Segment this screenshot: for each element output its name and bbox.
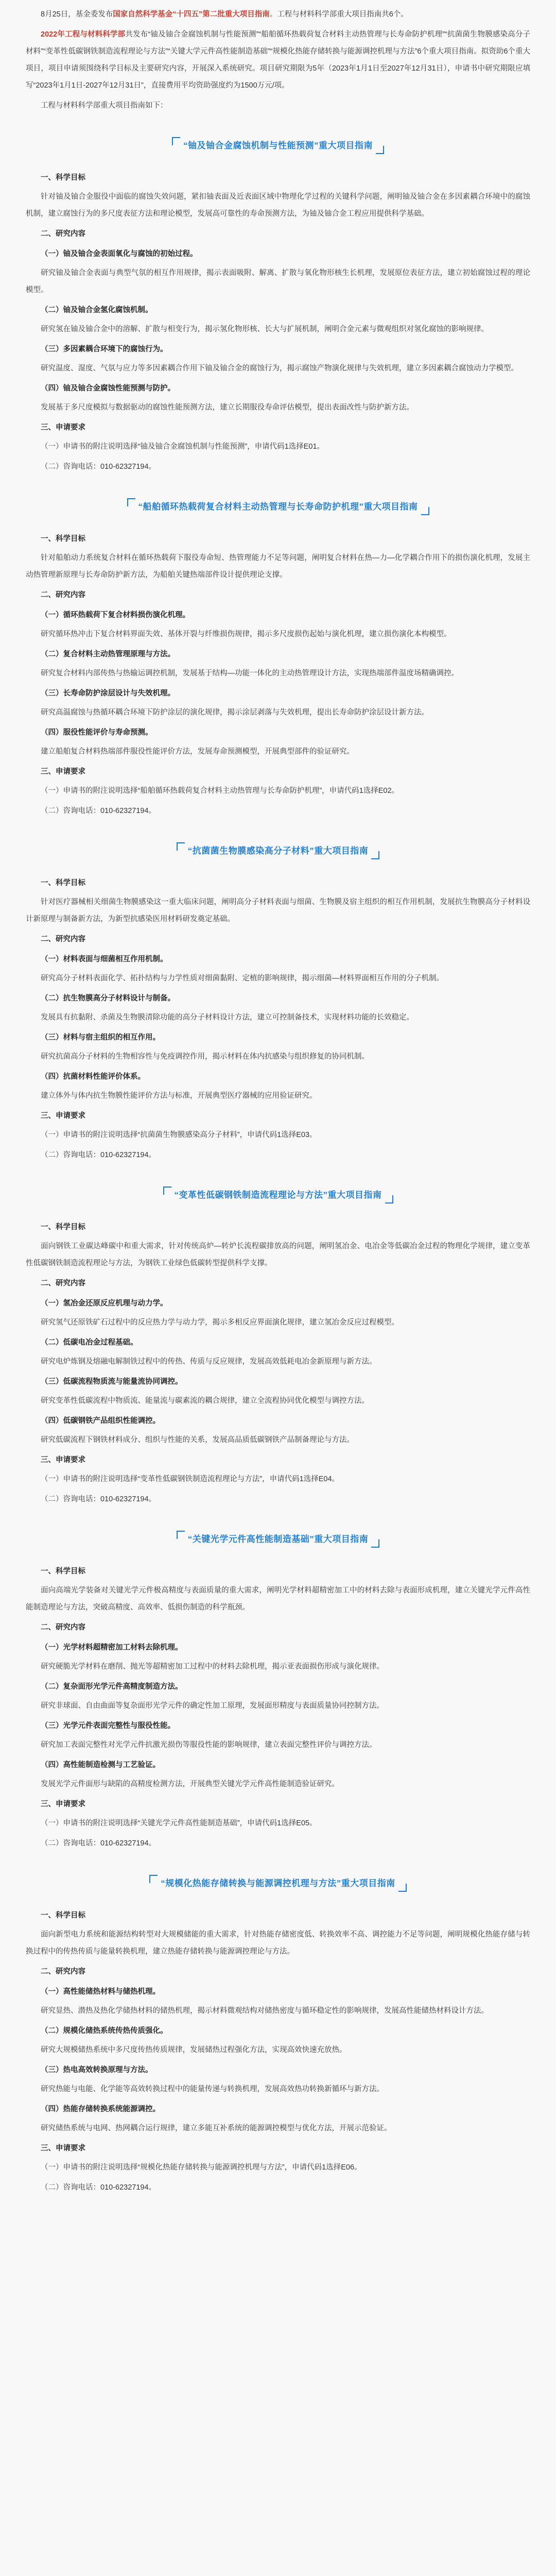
content-item-text: 研究氢气还原铁矿石过程中的反应热力学与动力学，揭示多相反应界面演化规律，建立氢冶金反应过程模型。 (41, 1318, 399, 1327)
requirement-item: （一）申请书的附注说明选择“船舶循环热载荷复合材料主动热管理与长寿命防护机理”，申请代码1选择E02。 (41, 787, 399, 795)
goal-text: 针对铀及铀合金服役中面临的腐蚀失效问题，紧扣铀表面及近表面区域中物理化学过程的关键科学问题，阐明铀及铀合金在多因素耦合环境中的腐蚀机制，建立腐蚀行为的多尺度表征方法和理论模型，发展高可靠性的寿命预测方法，为铀及铀合金工程应用提供科学基础。 (26, 193, 530, 218)
content-item-text: 研究低碳流程下钢铁材料成分、组织与性能的关系，发展高品质低碳钢铁产品制备理论与方法。 (41, 1436, 354, 1444)
bracket-right-icon (376, 146, 384, 154)
goal-heading: 一、科学目标 (41, 1223, 85, 1231)
content-item-text: 研究复合材料内部传热与热输运调控机制，发展基于结构—功能一体化的主动热管理设计方法，实现热端部件温度场精确调控。 (41, 669, 459, 677)
requirement-item: （二）咨询电话：010-62327194。 (41, 807, 157, 815)
requirements-heading: 三、申请要求 (41, 768, 85, 776)
guide-section (26, 137, 530, 476)
content-item-title: （二）复合材料主动热管理原理与方法。 (41, 650, 175, 658)
content-item-title: （二）复杂面形光学元件高精度制造方法。 (41, 1683, 183, 1691)
content-item-text: 研究高温腐蚀与热循环耦合环境下防护涂层的演化规律，揭示涂层剥落与失效机理，提出长寿命防护涂层设计新方法。 (41, 708, 429, 717)
content-item-title: （三）低碳流程物质流与能量流协同调控。 (41, 1378, 183, 1386)
requirements-list (26, 1127, 530, 1164)
requirements-list (26, 1815, 530, 1852)
content-item-title: （二）规模化储热系统传热传质强化。 (41, 2027, 168, 2035)
requirements-list (26, 438, 530, 476)
intro-paragraph-1 (26, 6, 530, 23)
content-item-text: 研究高分子材料表面化学、拓扑结构与力学性质对细菌黏附、定植的影响规律，揭示细菌—材料界面相互作用的分子机制。 (41, 974, 444, 982)
content-item-title: （三）光学元件表面完整性与服役性能。 (41, 1722, 175, 1730)
intro-text: 8月25日，基金委发布 (41, 10, 113, 19)
requirement-item: （二）咨询电话：010-62327194。 (41, 1839, 157, 1848)
bracket-right-icon (398, 1884, 407, 1892)
guide-sections (26, 137, 530, 2196)
content-item-title: （一）氢冶金还原反应机理与动力学。 (41, 1299, 168, 1308)
section-title-text: “规模化热能存储转换与能源调控机理与方法”重大项目指南 (161, 1878, 395, 1888)
content-item-title: （一）高性能储热材料与储热机理。 (41, 1988, 160, 1996)
bracket-right-icon (371, 1539, 379, 1548)
goal-text: 针对医疗器械相关细菌生物膜感染这一重大临床问题，阐明高分子材料表面与细菌、生物膜及宿主组织的相互作用机制，发展抗生物膜高分子材料设计新原理与制备新方法，为新型抗感染医用材料研发奠定基础。 (26, 898, 530, 923)
content-item-text: 发展光学元件面形与缺陷的高精度检测方法，开展典型关键光学元件高性能制造验证研究。 (41, 1780, 339, 1788)
content-item-text: 研究循环热冲击下复合材料界面失效、基体开裂与纤维损伤规律，揭示多尺度损伤起始与演化机理，建立损伤演化本构模型。 (41, 630, 451, 638)
content-item-text: 发展具有抗黏附、杀菌及生物膜清除功能的高分子材料设计方法，建立可控制备技术，实现材料功能的长效稳定。 (41, 1013, 414, 1022)
bracket-left-icon (163, 1187, 171, 1195)
goal-text: 面向高端光学装备对关键光学元件极高精度与表面质量的重大需求，阐明光学材料超精密加工中的材料去除与表面形成机理，建立关键光学元件高性能制造理论与方法，突破高精度、高效率、低损伤制造的科学瓶颈。 (26, 1586, 530, 1612)
guide-section (26, 1187, 530, 1508)
requirements-heading: 三、申请要求 (41, 1456, 85, 1464)
content-item-text: 研究非球面、自由曲面等复杂面形光学元件的确定性加工原理，发展面形精度与表面质量协同控制方法。 (41, 1702, 384, 1710)
goal-heading: 一、科学目标 (41, 174, 85, 182)
section-title-text: “抗菌菌生物膜感染高分子材料”重大项目指南 (187, 846, 369, 856)
section-title-text: “船舶循环热载荷复合材料主动热管理与长寿命防护机理”重大项目指南 (138, 502, 418, 512)
section-title-text: “铀及铀合金腐蚀机制与性能预测”重大项目指南 (183, 141, 373, 150)
content-item-title: （四）抗菌材料性能评价体系。 (41, 1073, 145, 1081)
content-item-text: 研究储热系统与电网、热网耦合运行规律，建立多能互补系统的能源调控模型与优化方法，开展示范验证。 (41, 2124, 392, 2132)
content-item-text: 研究铀及铀合金表面与典型气氛的相互作用规律，揭示表面吸附、解离、扩散与氧化物形核生长机理，发展原位表征方法，建立初始腐蚀过程的理论模型。 (26, 269, 530, 294)
goal-heading: 一、科学目标 (41, 535, 85, 543)
section-title-text: “变革性低碳钢铁制造流程理论与方法”重大项目指南 (174, 1190, 382, 1200)
content-item-text: 发展基于多尺度模拟与数据驱动的腐蚀性能预测方法，建立长期服役寿命评估模型，提出表面改性与防护新方法。 (41, 403, 414, 412)
goal-text: 面向钢铁工业碳达峰碳中和重大需求，针对传统高炉—转炉长流程碳排放高的问题，阐明氢冶金、电冶金等低碳冶金过程的物理化学规律，建立变革性低碳钢铁制造流程理论与方法，为钢铁工业绿色低碳转型提供科学支撑。 (26, 1242, 530, 1267)
bracket-left-icon (177, 1531, 185, 1539)
intro-text: 。工程与材料科学部重大项目指南共6个。 (269, 10, 408, 19)
section-title (26, 842, 530, 859)
intro-highlight: 2022年工程与材料科学部 (41, 30, 126, 39)
requirements-heading: 三、申请要求 (41, 2144, 85, 2153)
content-item-title: （三）材料与宿主组织的相互作用。 (41, 1033, 160, 1042)
goal-heading: 一、科学目标 (41, 879, 85, 887)
content-item-title: （四）服役性能评价与寿命预测。 (41, 728, 153, 737)
guide-section (26, 842, 530, 1164)
requirements-heading: 三、申请要求 (41, 423, 85, 432)
content-item-title: （三）多因素耦合环境下的腐蚀行为。 (41, 345, 168, 353)
content-item-text: 研究电炉炼钢及熔融电解制铁过程中的传热、传质与反应规律，发展高效低耗电冶金新原理与新方法。 (41, 1358, 377, 1366)
requirement-item: （一）申请书的附注说明选择“抗菌菌生物膜感染高分子材料”，申请代码1选择E03。 (41, 1131, 317, 1139)
intro-text: 共发布“铀及铀合金腐蚀机制与性能预测”“船舶循环热载荷复合材料主动热管理与长寿命防护机理”“抗菌菌生物膜感染高分子材料”“变革性低碳钢铁制造流程理论与方法”“关键大学元件高性能制造基础”“规模化热能存储转换与能源调控机理与方法”6个重大项目指南。拟资助6个重大项目，项目申请须围绕科学目标及主要研究内容，开展深入系统研究。项目研究期限为5年（2023年1月1日至2027年12月31日），申请书中研究期限应填写“2023年1月1日-2027年12月31日”，直接费用平均资助强度约为1500万元/项。 (26, 30, 530, 90)
content-items (26, 607, 530, 760)
requirement-item: （一）申请书的附注说明选择“铀及铀合金腐蚀机制与性能预测”，申请代码1选择E01。 (41, 443, 325, 451)
content-heading: 二、研究内容 (41, 1279, 85, 1287)
content-item-text: 研究变革性低碳流程中物质流、能量流与碳素流的耦合规律，建立全流程协同优化模型与调控方法。 (41, 1397, 369, 1405)
content-item-title: （二）抗生物膜高分子材料设计与制备。 (41, 994, 175, 1003)
content-item-title: （四）热能存储转换系统能源调控。 (41, 2105, 160, 2113)
content-item-title: （二）铀及铀合金氢化腐蚀机制。 (41, 306, 153, 314)
requirement-item: （一）申请书的附注说明选择“变革性低碳钢铁制造流程理论与方法”，申请代码1选择E04。 (41, 1475, 340, 1483)
goal-heading: 一、科学目标 (41, 1567, 85, 1575)
goal-heading: 一、科学目标 (41, 1911, 85, 1920)
content-item-text: 建立体外与体内抗生物膜性能评价方法与标准，开展典型医疗器械的应用验证研究。 (41, 1092, 317, 1100)
requirements-list (26, 2159, 530, 2196)
guide-section (26, 498, 530, 820)
content-heading: 二、研究内容 (41, 230, 85, 238)
requirement-item: （二）咨询电话：010-62327194。 (41, 1495, 157, 1503)
requirement-item: （二）咨询电话：010-62327194。 (41, 2183, 157, 2192)
content-item-title: （四）铀及铀合金腐蚀性能预测与防护。 (41, 384, 175, 393)
content-item-title: （四）低碳钢铁产品组织性能调控。 (41, 1417, 160, 1425)
content-heading: 二、研究内容 (41, 935, 85, 943)
bracket-right-icon (385, 1195, 393, 1204)
content-item-text: 研究热能与电能、化学能等高效转换过程中的能量传递与转换机理，发展高效热功转换新循环与新方法。 (41, 2085, 384, 2093)
intro-paragraph-2 (26, 26, 530, 94)
requirements-list (26, 1471, 530, 1508)
bracket-left-icon (127, 498, 135, 506)
content-item-text: 研究加工表面完整性对光学元件抗激光损伤等服役性能的影响规律，建立表面完整性评价与调控方法。 (41, 1741, 377, 1749)
content-heading: 二、研究内容 (41, 591, 85, 599)
bracket-left-icon (177, 842, 185, 851)
content-item-title: （三）长寿命防护涂层设计与失效机理。 (41, 689, 175, 698)
bracket-right-icon (421, 507, 429, 515)
section-title-text: “关键光学元件高性能制造基础”重大项目指南 (187, 1534, 369, 1544)
content-heading: 二、研究内容 (41, 1968, 85, 1976)
content-item-text: 建立船舶复合材料热端部件服役性能评价方法，发展寿命预测模型，开展典型部件的验证研究。 (41, 748, 354, 756)
content-item-title: （一）材料表面与细菌相互作用机制。 (41, 955, 168, 963)
content-item-title: （二）低碳电冶金过程基础。 (41, 1338, 138, 1347)
goal-text: 面向新型电力系统和能源结构转型对大规模储能的重大需求，针对热能存储密度低、转换效率不高、调控能力不足等问题，阐明规模化热能存储与转换过程中的传热传质与能量转换机理，建立热能存储转换与能源调控理论与方法。 (26, 1930, 530, 1956)
section-title (26, 1531, 530, 1548)
requirements-list (26, 783, 530, 820)
content-items (26, 1295, 530, 1449)
requirements-heading: 三、申请要求 (41, 1112, 85, 1120)
section-title (26, 1187, 530, 1204)
content-heading: 二、研究内容 (41, 1623, 85, 1632)
requirement-item: （一）申请书的附注说明选择“规模化热能存储转换与能源调控机理与方法”，申请代码1选择E06。 (41, 2163, 362, 2172)
section-title (26, 137, 530, 154)
bracket-left-icon (172, 137, 180, 145)
bracket-right-icon (371, 851, 379, 859)
section-title (26, 1875, 530, 1892)
content-item-text: 研究大规模储热系统中多尺度传热传质规律，发展储热过程强化方法，实现高效快速充放热。 (41, 2046, 347, 2054)
content-items (26, 246, 530, 416)
requirement-item: （二）咨询电话：010-62327194。 (41, 1151, 157, 1159)
article (26, 0, 530, 2196)
content-items (26, 1639, 530, 1793)
intro-highlight: 国家自然科学基金“十四五”第二批重大项目指南 (113, 10, 270, 19)
content-item-title: （四）高性能制造检测与工艺验证。 (41, 1761, 160, 1769)
content-item-title: （三）热电高效转换原理与方法。 (41, 2066, 153, 2074)
content-item-text: 研究显热、潜热及热化学储热材料的储热机理，揭示材料微观结构对储热密度与循环稳定性的影响规律，发展高性能储热材料设计方法。 (41, 2007, 489, 2015)
section-title (26, 498, 530, 515)
goal-text: 针对船舶动力系统复合材料在循环热载荷下服役寿命短、热管理能力不足等问题，阐明复合材料在热—力—化学耦合作用下的损伤演化机理，发展主动热管理新原理与长寿命防护新方法，为船舶关键热端部件设计提供理论支撑。 (26, 554, 530, 579)
content-item-text: 研究温度、湿度、气氛与应力等多因素耦合作用下铀及铀合金的腐蚀行为，揭示腐蚀产物演化规律与失效机理，建立多因素耦合腐蚀动力学模型。 (41, 364, 518, 372)
requirement-item: （一）申请书的附注说明选择“关键光学元件高性能制造基础”，申请代码1选择E05。 (41, 1819, 317, 1827)
content-item-title: （一）铀及铀合金表面氧化与腐蚀的初始过程。 (41, 250, 198, 258)
content-item-title: （一）循环热载荷下复合材料损伤演化机理。 (41, 611, 190, 619)
content-item-text: 研究硬脆光学材料在磨削、抛光等超精密加工过程中的材料去除机理，揭示亚表面损伤形成与演化规律。 (41, 1663, 384, 1671)
content-items (26, 1984, 530, 2137)
requirements-heading: 三、申请要求 (41, 1800, 85, 1808)
guide-section (26, 1875, 530, 2196)
intro-paragraph-3: 工程与材料科学部重大项目指南如下： (41, 101, 168, 110)
content-item-text: 研究抗菌高分子材料的生物相容性与免疫调控作用，揭示材料在体内抗感染与组织修复的协同机制。 (41, 1053, 369, 1061)
guide-section (26, 1531, 530, 1852)
content-item-text: 研究氢在铀及铀合金中的溶解、扩散与相变行为，揭示氢化物形核、长大与扩展机制，阐明合金元素与微观组织对氢化腐蚀的影响规律。 (41, 325, 489, 333)
requirement-item: （二）咨询电话：010-62327194。 (41, 463, 157, 471)
bracket-left-icon (149, 1875, 158, 1883)
content-items (26, 951, 530, 1105)
content-item-title: （一）光学材料超精密加工材料去除机理。 (41, 1643, 183, 1652)
